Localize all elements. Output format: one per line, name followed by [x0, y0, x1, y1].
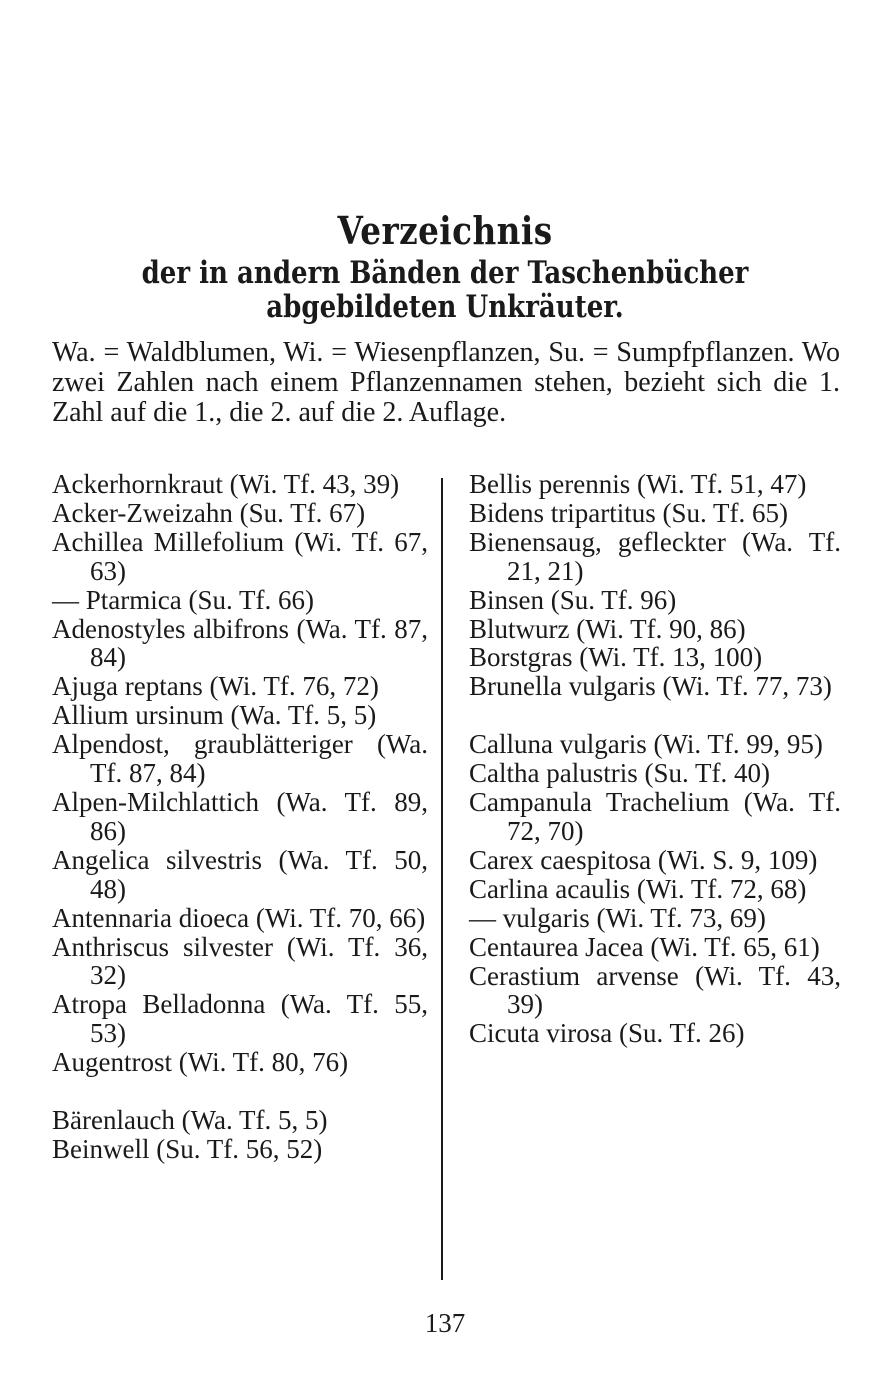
index-entry: Borstgras (Wi. Tf. 13, 100) [469, 642, 763, 673]
index-entry: Acker-Zweizahn (Su. Tf. 67) [52, 497, 366, 528]
index-entry: — vulgaris (Wi. Tf. 73, 69) [469, 902, 766, 933]
index-entry: Bärenlauch (Wa. Tf. 5, 5) [52, 1105, 328, 1136]
page-number: 137 [424, 1308, 466, 1338]
entry-group-b-right [469, 470, 841, 701]
entry-group-b-left [52, 1106, 428, 1164]
index-entry: Alpen-Milchlattich (Wa. Tf. 89, 86) [52, 786, 428, 846]
index-entry: Calluna vulgaris (Wi. Tf. 99, 95) [469, 729, 823, 760]
entry-group-c [469, 730, 841, 1048]
index-entry: Antennaria dioeca (Wi. Tf. 70, 66) [52, 902, 426, 933]
index-entry: Bienensaug, gefleckter (Wa. Tf. 21, 21) [469, 526, 841, 586]
index-entry: Centaurea Jacea (Wi. Tf. 65, 61) [469, 931, 820, 962]
index-entry: Beinwell (Su. Tf. 56, 52) [52, 1133, 323, 1164]
index-entry: Cerastium arvense (Wi. Tf. 43, 39) [469, 960, 841, 1020]
index-entry: Bellis perennis (Wi. Tf. 51, 47) [469, 469, 807, 499]
index-entry: Ajuga reptans (Wi. Tf. 76, 72) [52, 671, 379, 702]
index-entry: Cicuta virosa (Su. Tf. 26) [469, 1018, 745, 1049]
group-spacer [52, 1077, 428, 1106]
index-entry: Carex caespitosa (Wi. S. 9, 109) [469, 844, 818, 875]
index-entry: Campanula Trachelium (Wa. Tf. 72, 70) [469, 787, 841, 846]
index-entry: Caltha palustris (Su. Tf. 40) [469, 758, 770, 789]
entry-group-a [52, 470, 428, 1077]
group-spacer [469, 701, 841, 730]
index-entry: Adenostyles albifrons (Wa. Tf. 87, 84) [52, 613, 428, 673]
index-entry: Allium ursinum (Wa. Tf. 5, 5) [52, 700, 377, 731]
index-entry: Ackerhornkraut (Wi. Tf. 43, 39) [52, 469, 400, 499]
page-title: Verzeichnis [337, 208, 553, 253]
index-entry: Alpendost, graublätteriger (Wa. Tf. 87, 84) [52, 729, 428, 789]
index-entry: Binsen (Su. Tf. 96) [469, 584, 677, 615]
column-divider [441, 478, 443, 1280]
page-subtitle: der in andern Bänden der Taschenbücher abgebildeten Unkräuter. [141, 255, 749, 325]
index-entry: Carlina acaulis (Wi. Tf. 72, 68) [469, 873, 807, 904]
index-entry: Bidens tripartitus (Su. Tf. 65) [469, 497, 788, 528]
index-entry: — Ptarmica (Su. Tf. 66) [52, 584, 314, 615]
abbreviation-note: Wa. = Waldblumen, Wi. = Wiesenpflanzen, Su. = Sumpfpflanzen. Wo zwei Zahlen nach einem Pflanzennamen stehen, bezieht sich die 1. Zahl auf die 1., die 2. auf die 2. Auflage. [52, 337, 840, 428]
index-column-left [52, 470, 428, 1164]
index-entry: Angelica silvestris (Wa. Tf. 50, 48) [52, 844, 428, 904]
index-entry: Augentrost (Wi. Tf. 80, 76) [52, 1047, 349, 1078]
index-column-right [469, 470, 841, 1048]
index-entry: Achillea Millefolium (Wi. Tf. 67, 63) [52, 526, 428, 586]
index-entry: Blutwurz (Wi. Tf. 90, 86) [469, 613, 746, 644]
index-entry: Anthriscus silvester (Wi. Tf. 36, 32) [52, 931, 428, 991]
index-entry: Atropa Belladonna (Wa. Tf. 55, 53) [52, 989, 428, 1049]
index-entry: Brunella vulgaris (Wi. Tf. 77, 73) [469, 671, 832, 702]
